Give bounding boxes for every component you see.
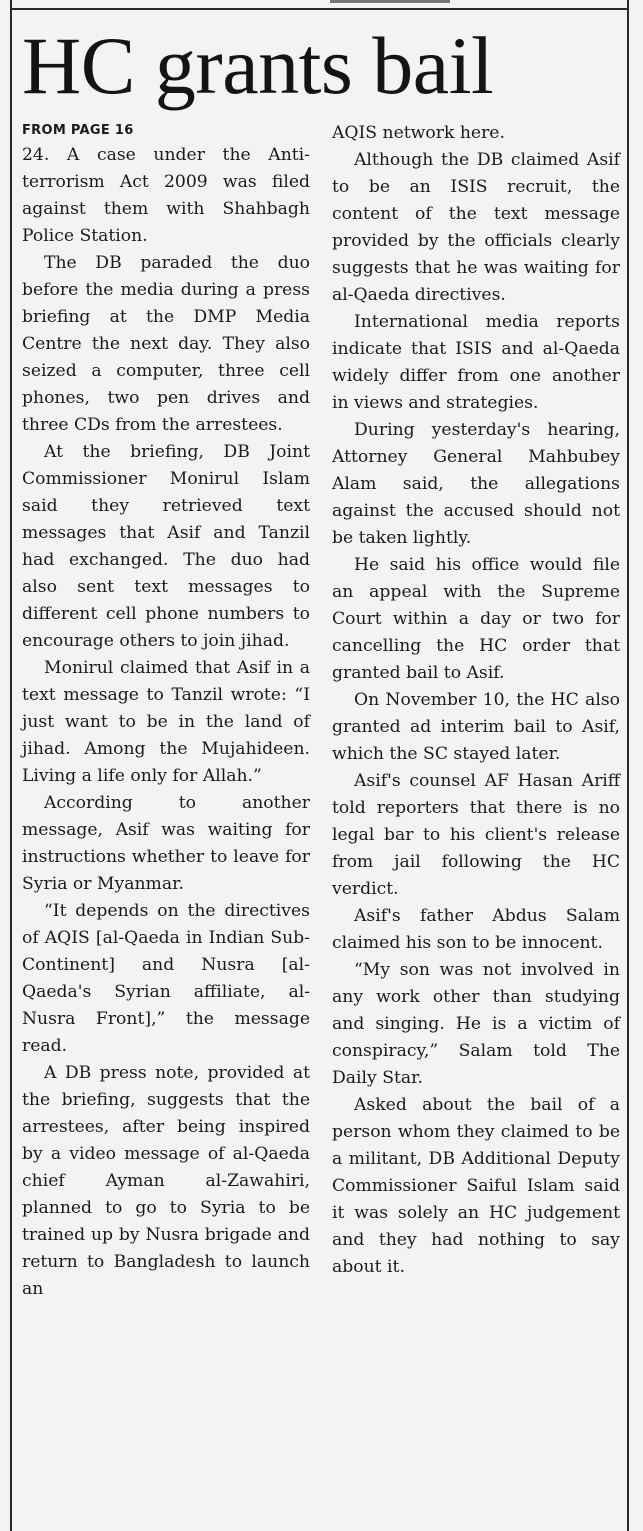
paragraph: Although the DB claimed Asif to be an ISIS recruit, the content of the text message provided by the officials clearly suggests that he was waiting for al-Qaeda directives. [332,150,620,305]
top-border-rule [10,8,629,10]
paragraph: On November 10, the HC also granted ad interim bail to Asif, which the SC stayed later. [332,690,620,764]
paragraph: During yesterday's hearing, Attorney General Mahbubey Alam said, the allegations against the accused should not be taken lightly. [332,420,620,548]
paragraph: International media reports indicate that ISIS and al-Qaeda widely differ from one another in views and strategies. [332,312,620,413]
paragraph: “It depends on the directives of AQIS [al-Qaeda in Indian Sub-Continent] and Nusra [al-Qaeda's Syrian affiliate, al-Nusra Front],” the message read. [22,901,310,1056]
paragraph: According to another message, Asif was waiting for instructions whether to leave for Syria or Myanmar. [22,793,310,894]
right-column [332,120,620,1303]
paragraph: Asked about the bail of a person whom they claimed to be a militant, DB Additional Deputy Commissioner Saiful Islam said it was solely an HC judgement and they had nothing to say about it. [332,1095,620,1277]
paragraph: 24. A case under the Anti-terrorism Act 2009 was filed against them with Shahbagh Police Station. [22,145,310,246]
paragraph: Monirul claimed that Asif in a text message to Tanzil wrote: “I just want to be in the land of jihad. Among the Mujahideen. Living a life only for Allah.” [22,658,310,786]
paragraph: Asif's counsel AF Hasan Ariff told reporters that there is no legal bar to his client's release from jail following the HC verdict. [332,771,620,899]
jump-line: FROM PAGE 16 [22,123,134,138]
paragraph: The DB paraded the duo before the media during a press briefing at the DMP Media Centre the next day. They also seized a computer, three cell phones, two pen drives and three CDs from the arrestees. [22,253,310,435]
article-body [22,120,620,1303]
paragraph: Asif's father Abdus Salam claimed his son to be innocent. [332,906,620,953]
paragraph: AQIS network here. [332,123,505,143]
headline: HC grants bail [22,20,494,111]
paragraph: At the briefing, DB Joint Commissioner Monirul Islam said they retrieved text messages that Asif and Tanzil had exchanged. The duo had also sent text messages to different cell phone numbers to encourage others to join jihad. [22,442,310,651]
paragraph: He said his office would file an appeal with the Supreme Court within a day or two for cancelling the HC order that granted bail to Asif. [332,555,620,683]
paragraph: “My son was not involved in any work other than studying and singing. He is a victim of conspiracy,” Salam told The Daily Star. [332,960,620,1088]
right-border-rule [627,0,629,1531]
top-edge-fragment [330,0,450,3]
paragraph: A DB press note, provided at the briefing, suggests that the arrestees, after being inspired by a video message of al-Qaeda chief Ayman al-Zawahiri, planned to go to Syria to be trained up by Nusra brigade and return to Bangladesh to launch an [22,1063,310,1299]
left-border-rule [10,0,12,1531]
left-column [22,120,310,1303]
